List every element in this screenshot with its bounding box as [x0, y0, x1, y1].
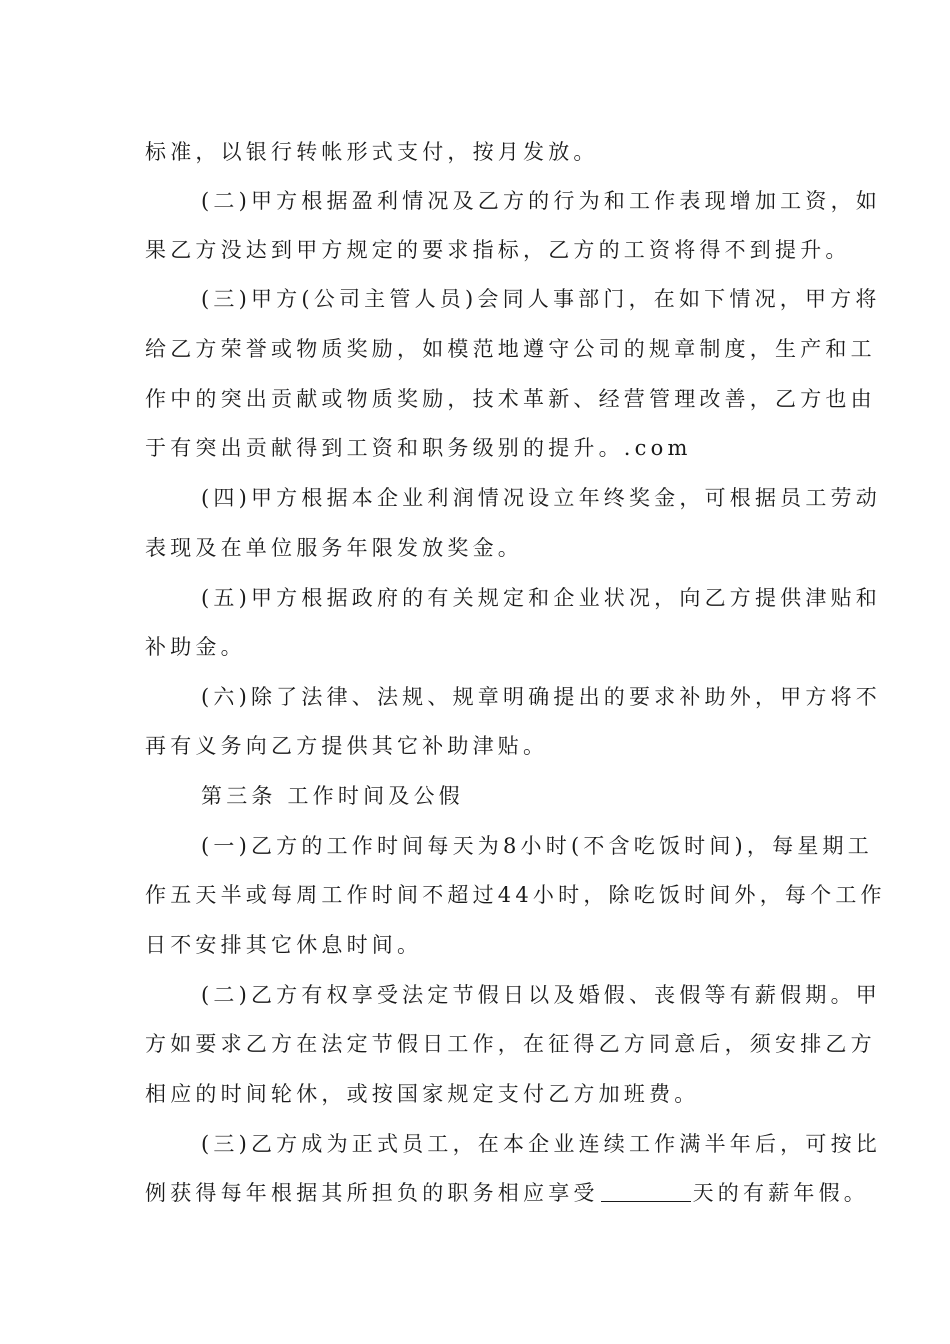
text-line: (六)除了法律、法规、规章明确提出的要求补助外，甲方将不: [201, 685, 881, 709]
text-line: 再有义务向乙方提供其它补助津贴。: [145, 734, 549, 758]
text-line: 相应的时间轮休，或按国家规定支付乙方加班费。: [145, 1082, 700, 1106]
text-line: (三)甲方(公司主管人员)会同人事部门，在如下情况，甲方将: [201, 287, 881, 311]
text-line: (四)甲方根据本企业利润情况设立年终奖金，可根据员工劳动: [201, 486, 881, 510]
fill-in-blank: [601, 1181, 691, 1202]
text-line: (二)乙方有权享受法定节假日以及婚假、丧假等有薪假期。甲: [201, 983, 881, 1007]
text-line: 表现及在单位服务年限发放奖金。: [145, 536, 523, 560]
text-line: 日不安排其它休息时间。: [145, 933, 423, 957]
text-line: 给乙方荣誉或物质奖励，如模范地遵守公司的规章制度，生产和工: [145, 337, 876, 361]
text-line: (一)乙方的工作时间每天为8小时(不含吃饭时间)，每星期工: [201, 834, 873, 858]
text-line: (五)甲方根据政府的有关规定和企业状况，向乙方提供津贴和: [201, 586, 881, 610]
text-segment: 天的有薪年假。: [692, 1181, 870, 1205]
text-line: 作中的突出贡献或物质奖励，技术革新、经营管理改善，乙方也由: [145, 387, 876, 411]
text-line: 果乙方没达到甲方规定的要求指标，乙方的工资将得不到提升。: [145, 238, 851, 262]
text-line: 标准，以银行转帐形式支付，按月发放。: [145, 140, 599, 164]
text-line: (二)甲方根据盈利情况及乙方的行为和工作表现增加工资，如: [201, 189, 881, 213]
text-line: 补助金。: [145, 635, 246, 659]
text-segment: 例获得每年根据其所担负的职务相应享受: [145, 1181, 599, 1205]
text-line: 方如要求乙方在法定节假日工作，在征得乙方同意后，须安排乙方: [145, 1032, 876, 1056]
text-line: 作五天半或每周工作时间不超过44小时，除吃饭时间外，每个工作: [145, 883, 886, 907]
section-heading: 第三条 工作时间及公假: [201, 784, 464, 808]
text-line-with-blank: [145, 1178, 869, 1208]
text-line: 于有突出贡献得到工资和职务级别的提升。.com: [145, 436, 692, 460]
text-line: (三)乙方成为正式员工，在本企业连续工作满半年后，可按比: [201, 1132, 881, 1156]
